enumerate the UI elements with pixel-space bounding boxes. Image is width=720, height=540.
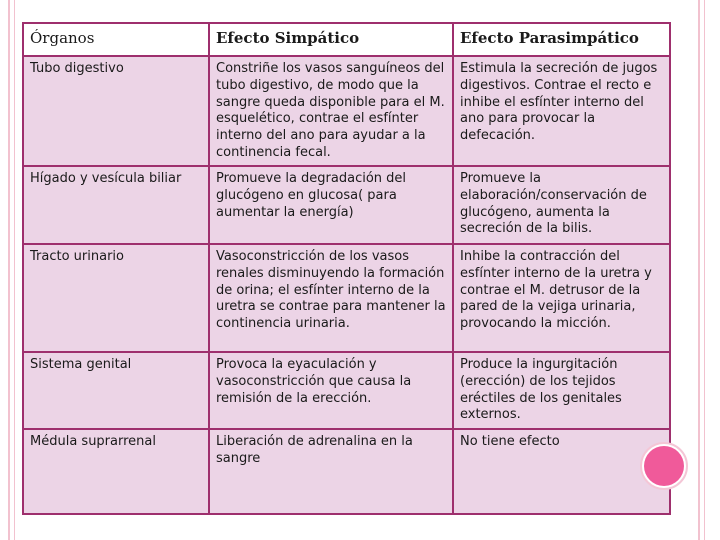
parasympathetic-cell: Produce la ingurgitación (erección) de los tejidos eréctiles de los genitales externos. bbox=[453, 352, 670, 429]
sympathetic-cell: Liberación de adrenalina en la sangre bbox=[209, 429, 453, 514]
right-frame-line bbox=[704, 0, 705, 540]
organ-cell: Tracto urinario bbox=[23, 244, 209, 352]
sympathetic-cell: Vasoconstricción de los vasos renales disminuyendo la formación de orina; el esfínter interno de la uretra se contrae para mantener la continencia urinaria. bbox=[209, 244, 453, 352]
parasympathetic-cell: No tiene efecto bbox=[453, 429, 670, 514]
header-efecto-parasimpatico: Efecto Parasimpático bbox=[453, 23, 670, 56]
table-row bbox=[23, 429, 670, 514]
parasympathetic-cell: Estimula la secreción de jugos digestivos. Contrae el recto e inhibe el esfínter interno del ano para provocar la defecación. bbox=[453, 56, 670, 166]
organ-cell: Médula suprarrenal bbox=[23, 429, 209, 514]
organ-cell: Sistema genital bbox=[23, 352, 209, 429]
organ-effects-table bbox=[22, 22, 671, 515]
table-row bbox=[23, 56, 670, 166]
left-frame-line-inner bbox=[14, 0, 15, 540]
table-row bbox=[23, 166, 670, 244]
table-row bbox=[23, 244, 670, 352]
sympathetic-cell: Promueve la degradación del glucógeno en glucosa( para aumentar la energía) bbox=[209, 166, 453, 244]
sympathetic-cell: Constriñe los vasos sanguíneos del tubo digestivo, de modo que la sangre queda disponible para el M. esquelético, contrae el esfínter interno del ano para ayudar a la continencia fecal. bbox=[209, 56, 453, 166]
header-efecto-simpatico: Efecto Simpático bbox=[209, 23, 453, 56]
header-organos: Órganos bbox=[23, 23, 209, 56]
parasympathetic-cell: Promueve la elaboración/conservación de glucógeno, aumenta la secreción de la bilis. bbox=[453, 166, 670, 244]
table-row bbox=[23, 352, 670, 429]
sympathetic-cell: Provoca la eyaculación y vasoconstricción que causa la remisión de la erección. bbox=[209, 352, 453, 429]
decorative-circle-fill-icon bbox=[644, 446, 684, 486]
left-frame-line bbox=[8, 0, 10, 540]
organ-cell: Tubo digestivo bbox=[23, 56, 209, 166]
organ-cell: Hígado y vesícula biliar bbox=[23, 166, 209, 244]
right-frame-line-inner bbox=[698, 0, 700, 540]
parasympathetic-cell: Inhibe la contracción del esfínter interno de la uretra y contrae el M. detrusor de la pared de la vejiga urinaria, provocando la micción. bbox=[453, 244, 670, 352]
table-header-row bbox=[23, 23, 670, 56]
